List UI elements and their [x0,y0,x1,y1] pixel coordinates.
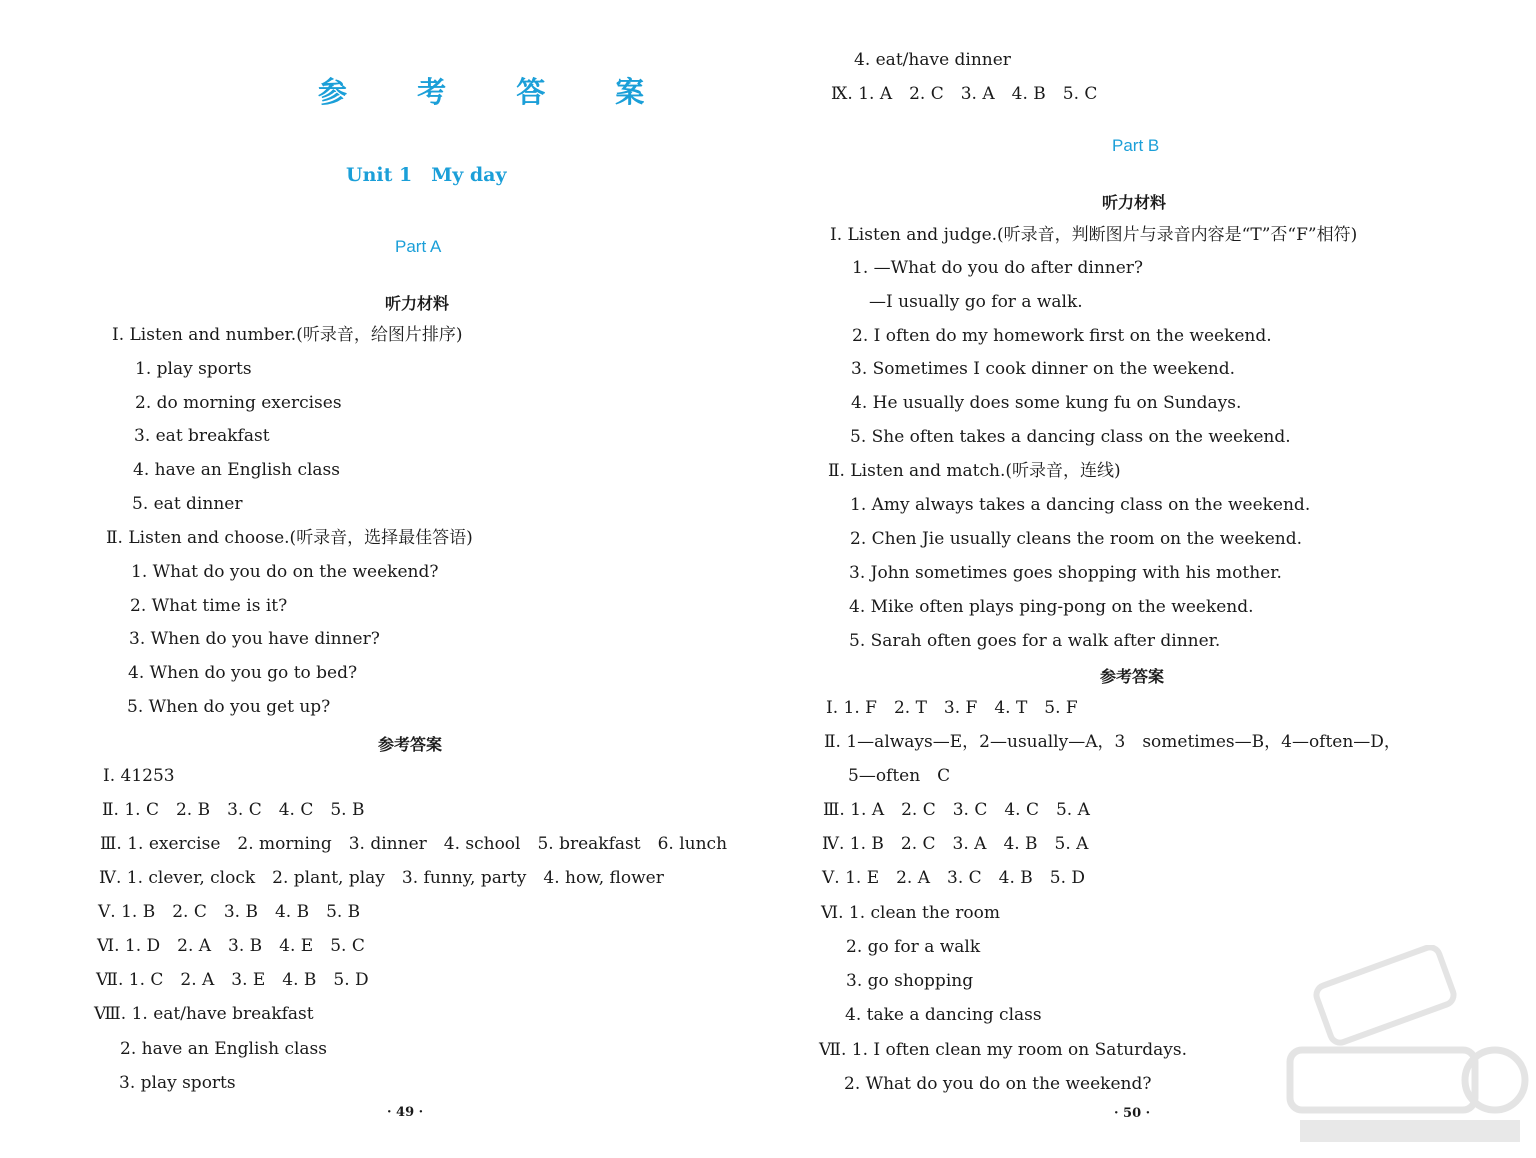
question-line: 1. —What do you do after dinner? [852,258,1144,278]
page-number: · 49 · [387,1105,424,1120]
watermark-logo [1280,945,1530,1150]
answer-line: Ⅰ. 1. F 2. T 3. F 4. T 5. F [826,698,1078,718]
question-line: 1. Amy always takes a dancing class on the weekend. [850,495,1311,515]
answer-line: 3. play sports [119,1073,236,1093]
question-line: Ⅱ. Listen and choose.(听录音，选择最佳答语) [106,528,473,548]
question-line: Ⅱ. Listen and match.(听录音，连线) [828,461,1121,481]
answers-heading: 参考答案 [378,735,443,754]
answer-line: Ⅶ. 1. I often clean my room on Saturdays. [819,1040,1188,1060]
answer-line: Ⅱ. 1—always—E，2—usually—A，3 sometimes—B，4—often—D， [824,732,1401,752]
question-line: 4. have an English class [133,460,340,480]
page-number: · 50 · [1114,1106,1151,1121]
question-line: 3. John sometimes goes shopping with his mother. [849,563,1282,583]
question-line: 5. Sarah often goes for a walk after dinner. [849,631,1221,651]
question-line: 1. play sports [135,359,252,379]
answer-line: Ⅳ. 1. clever, clock 2. plant, play 3. funny, party 4. how, flower [99,868,664,888]
question-line: 3. When do you have dinner? [129,629,380,649]
answer-line: 3. go shopping [846,971,974,991]
listening-heading: 听力材料 [1102,193,1167,212]
answer-line: Ⅳ. 1. B 2. C 3. A 4. B 5. A [822,834,1089,854]
answer-line: Ⅴ. 1. E 2. A 3. C 4. B 5. D [822,868,1086,888]
question-line: 1. What do you do on the weekend? [131,562,439,582]
answer-line: Ⅸ. 1. A 2. C 3. A 4. B 5. C [831,84,1098,104]
answer-line: 2. go for a walk [846,937,981,957]
listening-heading: 听力材料 [385,294,450,313]
answer-line: Ⅱ. 1. C 2. B 3. C 4. C 5. B [102,800,365,820]
answer-line: Ⅶ. 1. C 2. A 3. E 4. B 5. D [96,970,369,990]
answer-line: Ⅰ. 41253 [103,766,175,786]
answers-heading: 参考答案 [1100,667,1165,686]
question-line: 2. do morning exercises [135,393,342,413]
question-line: Ⅰ. Listen and number.(听录音，给图片排序) [112,325,463,345]
question-line: 4. He usually does some kung fu on Sundays. [851,393,1242,413]
question-line: 2. What time is it? [130,596,288,616]
answer-line: Ⅲ. 1. A 2. C 3. C 4. C 5. A [823,800,1090,820]
question-line: 5. When do you get up? [127,697,331,717]
question-line: 2. I often do my homework first on the weekend. [852,326,1272,346]
question-line: 5. eat dinner [132,494,243,514]
question-line: 2. Chen Jie usually cleans the room on the weekend. [850,529,1303,549]
answer-line: 2. What do you do on the weekend? [844,1074,1152,1094]
answer-line: 4. take a dancing class [845,1005,1042,1025]
answer-line: Ⅵ. 1. clean the room [821,903,1000,923]
answer-line: 4. eat/have dinner [854,50,1011,70]
question-line: —I usually go for a walk. [869,292,1083,312]
page-title: 参 考 答 案 [318,75,675,109]
answer-line: Ⅷ. 1. eat/have breakfast [94,1004,314,1024]
part-a-title: Part A [395,237,442,256]
answer-line: Ⅲ. 1. exercise 2. morning 3. dinner 4. school 5. breakfast 6. lunch [100,834,728,854]
answer-line: Ⅴ. 1. B 2. C 3. B 4. B 5. B [98,902,361,922]
answer-line: 5—often C [848,766,951,786]
question-line: 4. Mike often plays ping-pong on the weekend. [849,597,1254,617]
answer-line: 2. have an English class [120,1039,327,1059]
question-line: 5. She often takes a dancing class on the weekend. [850,427,1291,447]
question-line: 3. eat breakfast [134,426,270,446]
answer-line: Ⅵ. 1. D 2. A 3. B 4. E 5. C [97,936,365,956]
unit-title: Unit 1 My day [346,164,507,186]
question-line: 4. When do you go to bed? [128,663,358,683]
question-line: 3. Sometimes I cook dinner on the weekend. [851,359,1235,379]
question-line: Ⅰ. Listen and judge.(听录音，判断图片与录音内容是“T”否“F”相符) [830,225,1358,245]
part-b-title: Part B [1112,136,1160,155]
